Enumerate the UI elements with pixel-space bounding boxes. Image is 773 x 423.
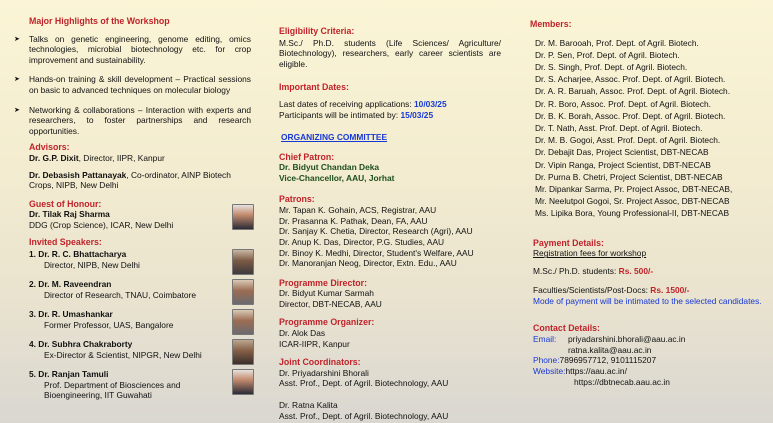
member-item: Mr. Dipankar Sarma, Pr. Project Assoc, DBT-NECAB, <box>535 184 733 195</box>
guest-name: Dr. Tilak Raj Sharma <box>29 209 110 220</box>
date-value: 15/03/25 <box>400 109 434 120</box>
member-item: Dr. S. Acharjee, Assoc. Prof. Dept. of Agril. Biotech. <box>535 74 726 85</box>
highlight-item <box>14 74 258 95</box>
fee-value: Rs. 1500/- <box>650 285 690 296</box>
eligibility-heading: Eligibility Criteria: <box>279 26 355 36</box>
speaker-name: 2. Dr. M. Raveendran <box>29 279 112 290</box>
programme-director-section <box>279 278 516 310</box>
speaker-name: 1. Dr. R. C. Bhattacharya <box>29 249 127 260</box>
website-link[interactable]: https://dbtnecab.aau.ac.in <box>574 376 670 387</box>
speaker-photo <box>232 309 254 335</box>
eligibility-section <box>279 26 516 69</box>
member-item: Dr. P. Sen, Prof. Dept. of Agril. Biotech. <box>535 49 680 60</box>
arrow-bullet-icon: ➤ <box>14 76 20 84</box>
members-heading: Members: <box>530 19 572 29</box>
highlight-item <box>14 34 258 66</box>
speaker-photo <box>232 369 254 395</box>
programme-director-name: Dr. Bidyut Kumar Sarmah <box>279 288 374 299</box>
phone-row <box>533 355 773 366</box>
email-row <box>533 334 773 345</box>
patron-item: Dr. Sanjay K. Chetia, Director, Research (Agri), AAU <box>279 226 473 237</box>
speaker-photo <box>232 339 254 365</box>
email-row <box>533 345 773 356</box>
fee-label: M.Sc./ Ph.D. students: <box>533 265 619 276</box>
patron-item: Dr. Binoy K. Medhi, Director, Student's Welfare, AAU <box>279 247 474 258</box>
website-row <box>533 377 773 388</box>
phone-value: 7896957712, 9101115207 <box>559 355 657 366</box>
patron-item: Mr. Tapan K. Gohain, ACS, Registrar, AAU <box>279 205 437 216</box>
speaker-item <box>29 309 265 335</box>
fee-label: Faculties/Scientists/Post-Docs: <box>533 285 651 296</box>
speaker-item <box>29 369 265 401</box>
date-row <box>279 110 516 121</box>
member-item: Dr. Debajit Das, Project Scientist, DBT-NECAB <box>535 147 709 158</box>
highlight-text: Hands-on training & skill development – Practical sessions on basic to advanced techniques on molecular biology <box>29 74 251 95</box>
date-row <box>279 99 516 110</box>
contact-section <box>530 323 773 388</box>
member-item: Dr. R. Boro, Assoc. Prof. Dept. of Agril. Biotech. <box>535 98 711 109</box>
column-members <box>516 0 773 423</box>
speaker-item <box>29 339 265 365</box>
advisor-1 <box>29 153 258 164</box>
eligibility-text: M.Sc./ Ph.D. students (Life Sciences/ Agriculture/ Biotechnology), researchers, early career scientists are eligible. <box>279 37 501 69</box>
programme-organizer-section <box>279 317 516 349</box>
speaker-photo <box>232 279 254 305</box>
speaker-item <box>29 249 265 275</box>
advisor-desc: , Director, IIPR, Kanpur <box>78 152 165 163</box>
advisor-desc: , Co-ordinator, AINP Biotech Crops, NIPB, New Delhi <box>29 169 231 191</box>
organizing-committee-heading: ORGANIZING COMMITTEE <box>281 132 388 143</box>
patrons-heading: Patrons: <box>279 193 315 204</box>
patrons-section <box>279 194 516 269</box>
joint-coordinators-heading: Joint Coordinators: <box>279 357 361 368</box>
chief-patron-heading: Chief Patron: <box>279 151 335 162</box>
speaker-name: 4. Dr. Subhra Chakraborty <box>29 339 133 350</box>
programme-organizer-heading: Programme Organizer: <box>279 317 375 328</box>
speakers-section <box>14 237 258 401</box>
member-item: Dr. M. Barooah, Prof. Dept. of Agril. Biotech. <box>535 37 699 48</box>
members-list <box>530 37 773 220</box>
column-highlights <box>0 0 258 423</box>
speaker-name: 3. Dr. R. Umashankar <box>29 309 113 320</box>
column-committee <box>258 0 516 423</box>
member-item: Ms. Lipika Bora, Young Professional-II, DBT-NECAB <box>535 208 730 219</box>
chief-patron-section <box>279 152 516 184</box>
fee-row <box>533 266 773 277</box>
email-label: Email: <box>533 334 557 345</box>
coordinator-name: Dr. Priyadarshini Bhorali <box>279 367 369 378</box>
programme-director-heading: Programme Director: <box>279 277 367 288</box>
dates-heading: Important Dates: <box>279 82 349 93</box>
speaker-desc: Ex-Director & Scientist, NIPGR, New Delhi <box>44 349 202 360</box>
contact-heading: Contact Details: <box>533 322 600 333</box>
patron-item: Dr. Manoranjan Neog, Director, Extn. Edu., AAU <box>279 258 457 269</box>
date-label: Last dates of receiving applications: <box>279 98 415 109</box>
dates-section <box>279 82 516 120</box>
patron-item: Dr. Prasanna K. Pathak, Dean, FA, AAU <box>279 215 428 226</box>
member-item: Dr. A. R. Baruah, Assoc. Prof. Dept. of Agril. Biotech. <box>535 86 731 97</box>
website-label: Website: <box>533 365 566 376</box>
speaker-photo <box>232 249 254 275</box>
programme-organizer-desc: ICAR-IIPR, Kanpur <box>279 338 350 349</box>
arrow-bullet-icon: ➤ <box>14 35 20 43</box>
arrow-bullet-icon: ➤ <box>14 106 20 114</box>
member-item: Dr. S. Singh, Prof. Dept. of Agril. Biotech. <box>535 62 688 72</box>
phone-label: Phone: <box>533 355 560 366</box>
advisor-2 <box>29 170 251 191</box>
guest-row <box>29 199 265 231</box>
programme-organizer-name: Dr. Alok Das <box>279 328 326 339</box>
chief-patron-name: Dr. Bidyut Chandan Deka <box>279 162 380 173</box>
fee-row <box>533 285 773 296</box>
website-row <box>533 366 773 377</box>
member-item: Mr. Neelutpol Gogoi, Sr. Project Assoc, DBT-NECAB <box>535 196 730 207</box>
joint-coordinators-section <box>279 357 516 421</box>
member-item: Dr. T. Nath, Asst. Prof. Dept. of Agril. Biotech. <box>535 123 703 134</box>
guest-desc: DDG (Crop Science), ICAR, New Delhi <box>29 219 174 230</box>
highlights-heading: Major Highlights of the Workshop <box>29 16 170 26</box>
member-item: Dr. Purna B. Chetri, Project Scientist, DBT-NECAB <box>535 171 723 182</box>
email-link[interactable]: ratna.kalita@aau.ac.in <box>568 344 652 355</box>
speaker-desc: Director, NIPB, New Delhi <box>44 259 140 270</box>
payment-heading: Payment Details: <box>533 237 604 248</box>
member-item: Dr. Vipin Ranga, Project Scientist, DBT-NECAB <box>535 159 711 170</box>
payment-section <box>530 238 773 307</box>
date-label: Participants will be intimated by: <box>279 109 401 120</box>
advisor-name: Dr. Debasish Pattanayak <box>29 169 127 180</box>
advisor-name: Dr. G.P. Dixit <box>29 152 79 163</box>
coordinator-name: Dr. Ratna Kalita <box>279 400 338 411</box>
advisors-heading: Advisors: <box>29 142 70 153</box>
member-item: Dr. M. B. Gogoi, Asst. Prof. Dept. of Agril. Biotech. <box>535 135 721 146</box>
speaker-name: 5. Dr. Ranjan Tamuli <box>29 369 109 380</box>
patron-item: Dr. Anup K. Das, Director, P.G. Studies, AAU <box>279 236 445 247</box>
fee-value: Rs. 500/- <box>618 265 654 276</box>
programme-director-desc: Director, DBT-NECAB, AAU <box>279 298 382 309</box>
website-link[interactable]: https://aau.ac.in/ <box>565 365 627 376</box>
email-link[interactable]: priyadarshini.bhorali@aau.ac.in <box>568 334 686 345</box>
guest-photo <box>232 204 254 230</box>
speaker-desc: Director of Research, TNAU, Coimbatore <box>44 289 197 300</box>
chief-patron-desc: Vice-Chancellor, AAU, Jorhat <box>279 172 395 183</box>
member-item: Dr. B. K. Borah, Assoc. Prof. Dept. of Agril. Biotech. <box>535 110 726 121</box>
guest-section <box>14 199 258 231</box>
coordinator-desc: Asst. Prof., Dept. of Agril. Biotechnology, AAU <box>279 378 449 389</box>
speaker-desc: Prof. Department of Biosciences and Bioengineering, IIT Guwahati <box>44 379 181 401</box>
highlight-text: Networking & collaborations – Interaction with experts and researchers, to foster partnerships and research opportunities. <box>29 104 251 136</box>
advisors-section <box>14 142 258 190</box>
date-value: 10/03/25 <box>414 98 447 109</box>
payment-note: Mode of payment will be intimated to the selected candidates. <box>533 296 762 307</box>
highlight-text: Talks on genetic engineering, genome editing, omics technologies, microbial biotechnology etc. for crop improvement and sustainability. <box>29 33 251 65</box>
highlight-item <box>14 105 258 137</box>
guest-heading: Guest of Honour: <box>29 198 102 209</box>
payment-subheading: Registration fees for workshop <box>533 248 647 259</box>
coordinator-desc: Asst. Prof., Dept. of Agril. Biotechnology, AAU <box>279 410 449 421</box>
speaker-item <box>29 279 265 305</box>
speakers-heading: Invited Speakers: <box>29 236 102 247</box>
speaker-desc: Former Professor, UAS, Bangalore <box>44 319 174 330</box>
